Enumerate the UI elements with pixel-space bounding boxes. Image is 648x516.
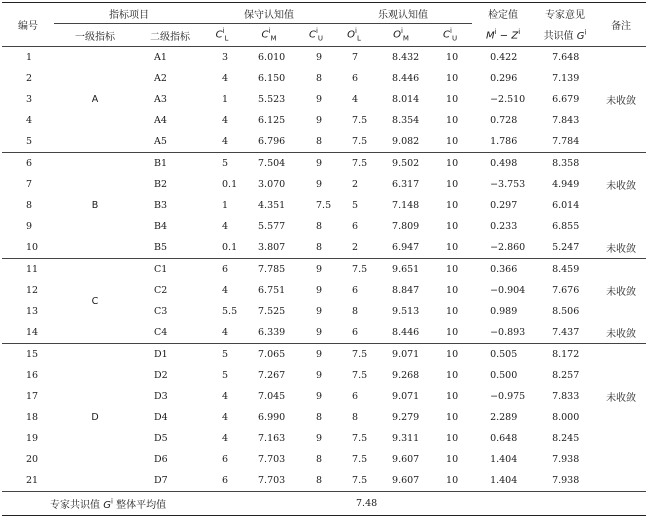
c-l-cell: 5.5	[222, 306, 238, 317]
level2-cell: A4	[154, 115, 167, 126]
header-id: 编号	[2, 3, 54, 47]
o-m-cell: 9.279	[392, 412, 420, 423]
level2-cell: D6	[154, 454, 168, 465]
o-m-cell: 8.432	[392, 52, 420, 63]
c-l-cell: 6	[222, 264, 229, 275]
header-optimistic: 乐观认知值	[334, 3, 472, 24]
row-id: 8	[26, 200, 33, 211]
o-u-cell: 10	[446, 412, 459, 423]
level2-cell: B1	[154, 158, 168, 169]
header-o-m: $O^i_M$	[374, 24, 428, 47]
c-l-cell: 4	[222, 285, 229, 296]
o-u-cell: 10	[428, 131, 472, 153]
test-value-cell: 1.404	[472, 470, 534, 492]
level2-cell: D2	[154, 370, 168, 381]
row-id: 5	[2, 131, 54, 153]
c-u-cell: 8	[316, 454, 323, 465]
test-value-cell: 0.366	[490, 264, 518, 275]
c-m-cell: 7.703	[240, 470, 298, 492]
header-row-2	[2, 24, 646, 47]
consensus-cell: 8.000	[552, 412, 580, 423]
consensus-cell: 7.833	[552, 391, 580, 402]
c-l-cell: 3	[222, 52, 229, 63]
o-u-cell: 10	[446, 454, 459, 465]
c-m-cell: 3.807	[240, 237, 298, 259]
o-m-cell: 6.947	[374, 237, 428, 259]
o-m-cell: 7.809	[392, 221, 420, 232]
o-u-cell: 10	[446, 158, 459, 169]
test-value-cell: 0.233	[490, 221, 518, 232]
o-u-cell: 10	[446, 264, 459, 275]
row-id: 6	[26, 158, 33, 169]
test-value-cell: 2.289	[490, 412, 518, 423]
table-row	[2, 153, 646, 175]
level2-cell: A2	[154, 73, 167, 84]
test-value-cell: 1.404	[490, 454, 518, 465]
row-id: 15	[26, 349, 39, 360]
remark-cell	[596, 47, 646, 69]
o-u-cell: 10	[446, 370, 459, 381]
remark-cell	[596, 259, 646, 281]
test-value-cell: 0.500	[490, 370, 518, 381]
o-l-cell: 2	[334, 237, 374, 259]
o-u-cell: 10	[446, 94, 459, 105]
row-id: 13	[26, 306, 39, 317]
c-u-cell: 9	[316, 285, 323, 296]
o-m-cell: 9.082	[374, 131, 428, 153]
remark-cell	[596, 365, 646, 386]
c-u-cell: 9	[316, 433, 323, 444]
c-l-cell: 0.1	[222, 179, 238, 190]
o-u-cell: 10	[428, 322, 472, 344]
footer-value: 7.48	[298, 492, 646, 516]
c-l-cell: 4	[222, 391, 229, 402]
o-m-cell: 9.311	[392, 433, 420, 444]
table-row	[2, 344, 646, 366]
c-u-cell: 9	[316, 94, 323, 105]
c-m-cell: 7.525	[258, 306, 286, 317]
c-m-cell: 3.070	[258, 179, 286, 190]
consensus-cell: 7.938	[534, 470, 596, 492]
remark-cell: 未收敛	[596, 237, 646, 259]
o-l-cell: 7	[352, 52, 359, 63]
o-u-cell: 10	[446, 285, 459, 296]
test-value-cell: 0.297	[490, 200, 518, 211]
c-u-cell: 9	[316, 264, 323, 275]
c-u-cell: 7.5	[316, 200, 332, 211]
level2-cell: D5	[154, 433, 168, 444]
c-l-cell: 4	[222, 221, 229, 232]
header-expert-line2: 共识值 $G^i$	[534, 24, 596, 47]
row-id: 20	[26, 454, 39, 465]
c-m-cell: 7.785	[258, 264, 286, 275]
test-value-cell: −2.510	[490, 94, 526, 105]
o-m-cell: 9.268	[392, 370, 420, 381]
c-m-cell: 7.504	[258, 158, 286, 169]
level2-cell: D4	[154, 412, 168, 423]
remark-cell	[596, 195, 646, 216]
c-l-cell: 4	[222, 433, 229, 444]
consensus-cell: 7.938	[552, 454, 580, 465]
level2-cell: B4	[154, 221, 168, 232]
o-u-cell: 10	[446, 73, 459, 84]
o-m-cell: 9.651	[392, 264, 420, 275]
c-u-cell: 9	[316, 349, 323, 360]
c-l-cell: 0.1	[204, 237, 240, 259]
header-c-m: $C^i_M$	[240, 24, 298, 47]
consensus-cell: 8.358	[552, 158, 580, 169]
c-m-cell: 6.150	[258, 73, 286, 84]
o-u-cell: 10	[428, 470, 472, 492]
o-u-cell: 10	[446, 200, 459, 211]
c-u-cell: 8	[298, 470, 334, 492]
o-l-cell: 7.5	[334, 470, 374, 492]
c-u-cell: 9	[298, 322, 334, 344]
remark-cell: 未收敛	[606, 181, 637, 192]
test-value-cell: 0.728	[490, 115, 518, 126]
c-l-cell: 6	[204, 470, 240, 492]
o-l-cell: 4	[352, 94, 359, 105]
c-m-cell: 7.163	[258, 433, 286, 444]
o-m-cell: 9.607	[392, 454, 420, 465]
header-conservative: 保守认知值	[204, 3, 334, 24]
consensus-table	[2, 2, 646, 516]
level1-cell: D	[54, 344, 136, 492]
remark-cell	[596, 407, 646, 428]
level2-cell: A3	[154, 94, 167, 105]
c-m-cell: 4.351	[258, 200, 286, 211]
consensus-cell: 8.172	[552, 349, 580, 360]
test-value-cell: 0.498	[490, 158, 518, 169]
test-value-cell: 0.505	[490, 349, 518, 360]
remark-cell	[596, 449, 646, 470]
consensus-cell: 7.648	[552, 52, 580, 63]
level1-cell: B	[54, 153, 136, 259]
test-value-cell: 0.422	[490, 52, 518, 63]
o-l-cell: 7.5	[352, 349, 368, 360]
consensus-cell: 7.784	[534, 131, 596, 153]
header-level1: 一级指标	[54, 24, 136, 47]
o-m-cell: 9.607	[374, 470, 428, 492]
level2-cell: D7	[136, 470, 204, 492]
c-m-cell: 6.796	[240, 131, 298, 153]
o-u-cell: 10	[446, 433, 459, 444]
header-c-l: $C^i_L$	[204, 24, 240, 47]
footer-label: 专家共识值 $G^i$ 整体平均值	[2, 492, 298, 516]
level2-cell: B5	[136, 237, 204, 259]
c-l-cell: 5	[222, 158, 229, 169]
o-l-cell: 8	[352, 306, 359, 317]
o-l-cell: 6	[352, 391, 359, 402]
row-id: 7	[26, 179, 33, 190]
remark-cell: 未收敛	[606, 287, 637, 298]
remark-cell: 未收敛	[606, 393, 637, 404]
o-m-cell: 9.071	[392, 349, 420, 360]
header-o-u: $C^i_U$	[428, 24, 472, 47]
o-l-cell: 7.5	[352, 433, 368, 444]
row-id: 11	[26, 264, 39, 275]
c-m-cell: 7.045	[258, 391, 286, 402]
c-m-cell: 6.339	[240, 322, 298, 344]
level2-cell: C4	[136, 322, 204, 344]
row-id: 4	[26, 115, 33, 126]
test-value-cell: −0.975	[490, 391, 526, 402]
header-level2: 二级指标	[136, 24, 204, 47]
table-row	[2, 259, 646, 281]
o-u-cell: 10	[446, 306, 459, 317]
o-l-cell: 7.5	[352, 370, 368, 381]
row-id: 10	[2, 237, 54, 259]
row-id: 12	[26, 285, 39, 296]
level2-cell: C2	[154, 285, 168, 296]
o-m-cell: 9.502	[392, 158, 420, 169]
row-id: 18	[26, 412, 39, 423]
c-u-cell: 8	[298, 237, 334, 259]
c-l-cell: 4	[222, 73, 229, 84]
c-m-cell: 6.010	[258, 52, 286, 63]
test-value-cell: 0.989	[490, 306, 518, 317]
row-id: 1	[26, 52, 33, 63]
o-u-cell: 10	[428, 237, 472, 259]
o-m-cell: 8.354	[392, 115, 420, 126]
consensus-cell: 7.139	[552, 73, 580, 84]
c-m-cell: 7.065	[258, 349, 286, 360]
c-u-cell: 9	[316, 115, 323, 126]
test-value-cell: −0.904	[490, 285, 526, 296]
header-o-l: $O^i_L$	[334, 24, 374, 47]
o-l-cell: 5	[352, 200, 359, 211]
consensus-cell: 8.257	[552, 370, 580, 381]
consensus-cell: 7.437	[534, 322, 596, 344]
row-id: 19	[26, 433, 39, 444]
o-l-cell: 6	[334, 322, 374, 344]
level2-cell: C3	[154, 306, 168, 317]
header-c-u: $C^i_U$	[298, 24, 334, 47]
remark-cell	[596, 344, 646, 366]
o-u-cell: 10	[446, 179, 459, 190]
row-id: 3	[26, 94, 33, 105]
remark-cell	[596, 428, 646, 449]
c-l-cell: 1	[222, 94, 229, 105]
test-value-cell: 0.296	[490, 73, 518, 84]
c-l-cell: 4	[204, 131, 240, 153]
level2-cell: A1	[154, 52, 167, 63]
o-l-cell: 7.5	[334, 131, 374, 153]
row-id: 9	[26, 221, 33, 232]
o-m-cell: 8.014	[392, 94, 420, 105]
o-l-cell: 8	[352, 412, 359, 423]
level2-cell: C1	[154, 264, 168, 275]
level2-cell: A5	[136, 131, 204, 153]
consensus-cell: 6.679	[552, 94, 580, 105]
o-u-cell: 10	[446, 52, 459, 63]
o-u-cell: 10	[446, 391, 459, 402]
level2-cell: D1	[154, 349, 168, 360]
o-l-cell: 6	[352, 285, 359, 296]
header-indicator-group: 指标项目	[54, 3, 204, 24]
o-l-cell: 2	[352, 179, 359, 190]
header-test-formula: $M^i - Z^i$	[472, 24, 534, 47]
c-u-cell: 8	[316, 221, 323, 232]
o-u-cell: 10	[446, 115, 459, 126]
c-m-cell: 6.751	[258, 285, 286, 296]
consensus-cell: 6.855	[552, 221, 580, 232]
remark-cell	[596, 110, 646, 131]
consensus-cell: 5.247	[534, 237, 596, 259]
c-l-cell: 4	[204, 322, 240, 344]
o-m-cell: 8.847	[392, 285, 420, 296]
c-u-cell: 9	[316, 370, 323, 381]
c-u-cell: 9	[316, 179, 323, 190]
consensus-cell: 8.245	[552, 433, 580, 444]
c-u-cell: 9	[316, 306, 323, 317]
o-l-cell: 7.5	[352, 454, 368, 465]
test-value-cell: −2.860	[472, 237, 534, 259]
consensus-cell: 8.459	[552, 264, 580, 275]
consensus-cell: 4.949	[552, 179, 580, 190]
remark-cell	[596, 68, 646, 89]
footer-row	[2, 492, 646, 516]
c-m-cell: 7.703	[258, 454, 286, 465]
o-m-cell: 9.071	[392, 391, 420, 402]
consensus-cell: 8.506	[552, 306, 580, 317]
o-m-cell: 8.446	[374, 322, 428, 344]
c-l-cell: 6	[222, 454, 229, 465]
remark-cell: 未收敛	[596, 322, 646, 344]
o-m-cell: 8.446	[392, 73, 420, 84]
o-l-cell: 6	[352, 221, 359, 232]
c-l-cell: 5	[222, 349, 229, 360]
c-u-cell: 9	[316, 391, 323, 402]
header-remark: 备注	[596, 3, 646, 47]
c-m-cell: 6.990	[258, 412, 286, 423]
remark-cell	[596, 216, 646, 237]
remark-cell: 未收敛	[606, 96, 637, 107]
c-l-cell: 4	[222, 115, 229, 126]
c-m-cell: 6.125	[258, 115, 286, 126]
test-value-cell: 0.648	[490, 433, 518, 444]
remark-cell	[596, 301, 646, 322]
level2-cell: D3	[154, 391, 168, 402]
o-m-cell: 9.513	[392, 306, 420, 317]
c-u-cell: 8	[298, 131, 334, 153]
o-l-cell: 7.5	[352, 115, 368, 126]
o-m-cell: 6.317	[392, 179, 420, 190]
table-row	[2, 47, 646, 69]
o-u-cell: 10	[446, 221, 459, 232]
remark-cell	[596, 153, 646, 175]
row-id: 2	[26, 73, 33, 84]
level2-cell: B2	[154, 179, 168, 190]
o-l-cell: 7.5	[352, 158, 368, 169]
c-u-cell: 8	[316, 73, 323, 84]
c-m-cell: 5.523	[258, 94, 286, 105]
test-value-cell: 1.786	[472, 131, 534, 153]
row-id: 17	[26, 391, 39, 402]
consensus-cell: 7.676	[552, 285, 580, 296]
c-m-cell: 5.577	[258, 221, 286, 232]
row-id: 21	[2, 470, 54, 492]
c-u-cell: 8	[316, 412, 323, 423]
c-m-cell: 7.267	[258, 370, 286, 381]
header-expert: 专家意见	[534, 3, 596, 24]
table-body	[2, 47, 646, 492]
row-id: 14	[2, 322, 54, 344]
row-id: 16	[26, 370, 39, 381]
header-row-1	[2, 3, 646, 24]
test-value-cell: −3.753	[490, 179, 526, 190]
c-l-cell: 5	[222, 370, 229, 381]
header-test-value: 检定值	[472, 3, 534, 24]
consensus-cell: 6.014	[552, 200, 580, 211]
o-l-cell: 7.5	[352, 264, 368, 275]
c-u-cell: 9	[316, 52, 323, 63]
o-m-cell: 7.148	[392, 200, 420, 211]
remark-cell	[596, 470, 646, 492]
level2-cell: B3	[154, 200, 168, 211]
c-l-cell: 4	[222, 412, 229, 423]
test-value-cell: −0.893	[472, 322, 534, 344]
c-u-cell: 9	[316, 158, 323, 169]
o-l-cell: 6	[352, 73, 359, 84]
consensus-cell: 7.843	[552, 115, 580, 126]
c-l-cell: 1	[222, 200, 229, 211]
level1-cell: A	[54, 47, 136, 153]
o-u-cell: 10	[446, 349, 459, 360]
level1-cell: C	[54, 259, 136, 344]
remark-cell	[596, 131, 646, 153]
